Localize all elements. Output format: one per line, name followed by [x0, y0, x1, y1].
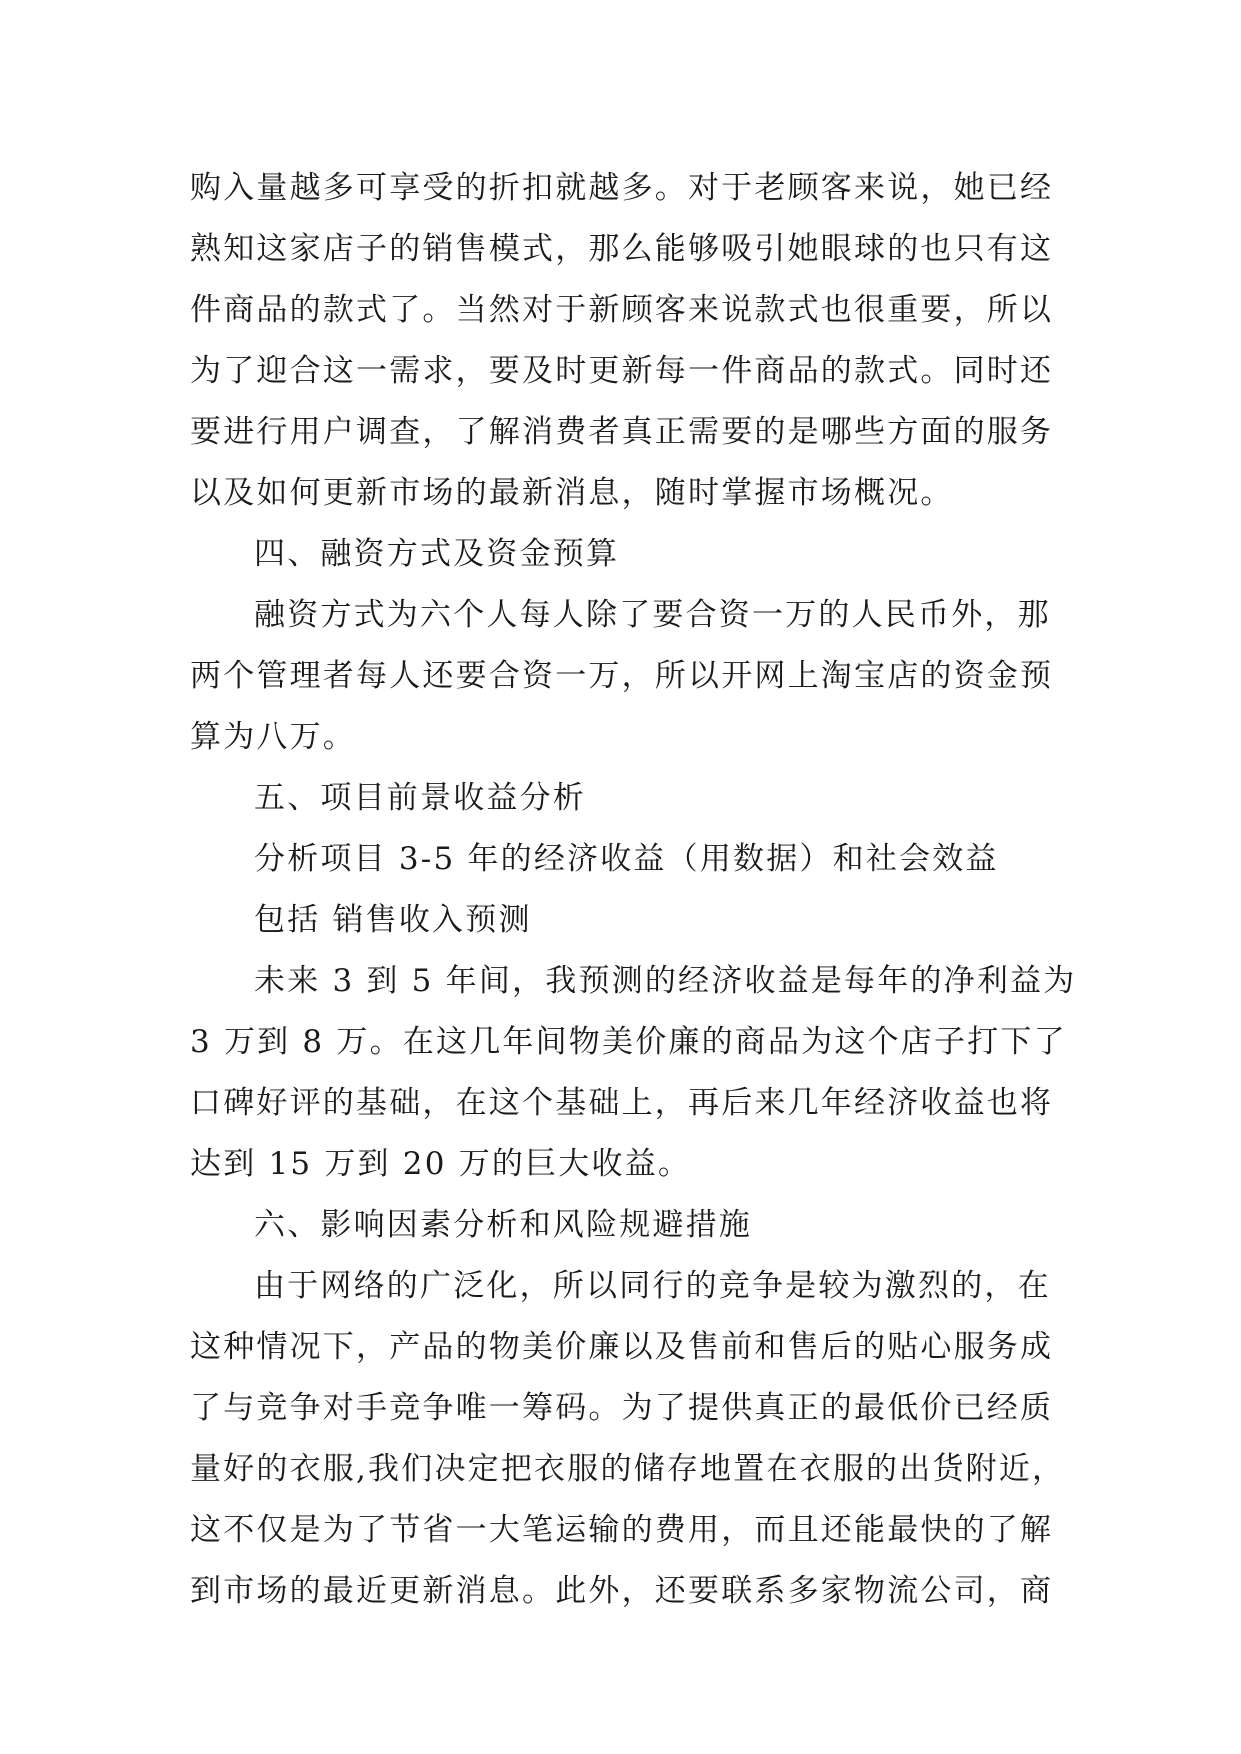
paragraph-line-indented: 五、项目前景收益分析 — [254, 780, 586, 816]
paragraph-line: 了与竞争对手竞争唯一筹码。为了提供真正的最低价已经质 — [190, 1390, 1054, 1426]
paragraph-line: 购入量越多可享受的折扣就越多。对于老顾客来说，她已经 — [190, 170, 1054, 206]
paragraph-line: 两个管理者每人还要合资一万，所以开网上淘宝店的资金预 — [190, 658, 1054, 694]
paragraph-line-indented: 四、融资方式及资金预算 — [254, 536, 620, 572]
paragraph-line: 熟知这家店子的销售模式，那么能够吸引她眼球的也只有这 — [190, 231, 1054, 267]
paragraph-line: 3 万到 8 万。在这几年间物美价廉的商品为这个店子打下了 — [190, 1024, 1067, 1060]
paragraph-line: 件商品的款式了。当然对于新顾客来说款式也很重要，所以 — [190, 292, 1054, 328]
paragraph-line-indented: 未来 3 到 5 年间，我预测的经济收益是每年的净利益为 — [254, 963, 1077, 999]
paragraph-line: 到市场的最近更新消息。此外，还要联系多家物流公司，商 — [190, 1573, 1054, 1609]
paragraph-line-indented: 包括 销售收入预测 — [254, 902, 532, 938]
paragraph-line: 要进行用户调查，了解消费者真正需要的是哪些方面的服务 — [190, 414, 1054, 450]
paragraph-line: 量好的衣服,我们决定把衣服的储存地置在衣服的出货附近， — [190, 1451, 1066, 1487]
paragraph-line: 为了迎合这一需求，要及时更新每一件商品的款式。同时还 — [190, 353, 1054, 389]
paragraph-line-indented: 分析项目 3-5 年的经济收益（用数据）和社会效益 — [254, 841, 999, 877]
paragraph-line: 这种情况下，产品的物美价廉以及售前和售后的贴心服务成 — [190, 1329, 1054, 1365]
paragraph-line: 口碑好评的基础，在这个基础上，再后来几年经济收益也将 — [190, 1085, 1054, 1121]
paragraph-line: 算为八万。 — [190, 719, 356, 755]
document-body — [190, 158, 1077, 1622]
paragraph-line: 达到 15 万到 20 万的巨大收益。 — [190, 1146, 692, 1182]
paragraph-line-indented: 融资方式为六个人每人除了要合资一万的人民币外，那 — [254, 597, 1051, 633]
paragraph-line: 以及如何更新市场的最新消息，随时掌握市场概况。 — [190, 475, 954, 511]
paragraph-line-indented: 由于网络的广泛化，所以同行的竞争是较为激烈的，在 — [254, 1268, 1051, 1304]
paragraph-line: 这不仅是为了节省一大笔运输的费用，而且还能最快的了解 — [190, 1512, 1054, 1548]
paragraph-line-indented: 六、影响因素分析和风险规避措施 — [254, 1207, 752, 1243]
